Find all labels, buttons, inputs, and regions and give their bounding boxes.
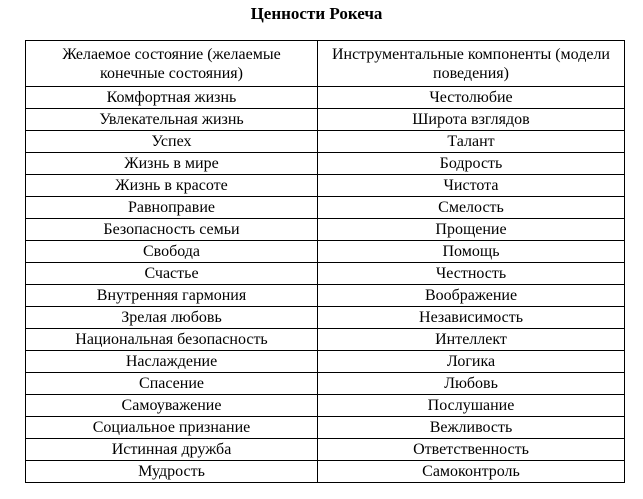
instrumental-value-cell: Независимость bbox=[318, 307, 625, 329]
terminal-value-cell: Свобода bbox=[26, 241, 318, 263]
instrumental-value-cell: Честолюбие bbox=[318, 87, 625, 109]
page-title: Ценности Рокеча bbox=[250, 4, 383, 23]
instrumental-value-cell: Самоконтроль bbox=[318, 461, 625, 483]
instrumental-value-cell: Вежливость bbox=[318, 417, 625, 439]
terminal-value-cell: Комфортная жизнь bbox=[26, 87, 318, 109]
instrumental-value-cell: Честность bbox=[318, 263, 625, 285]
rokeach-values-table bbox=[25, 40, 625, 483]
terminal-value-cell: Успех bbox=[26, 131, 318, 153]
table-row bbox=[26, 197, 625, 219]
terminal-value-cell: Жизнь в красоте bbox=[26, 175, 318, 197]
instrumental-value-cell: Интеллект bbox=[318, 329, 625, 351]
terminal-value-cell: Спасение bbox=[26, 373, 318, 395]
table-row bbox=[26, 263, 625, 285]
table-row bbox=[26, 307, 625, 329]
header-terminal-values: Желаемое состояние (желаемые конечные состояния) bbox=[26, 41, 318, 87]
instrumental-value-cell: Талант bbox=[318, 131, 625, 153]
instrumental-value-cell: Помощь bbox=[318, 241, 625, 263]
table-row bbox=[26, 285, 625, 307]
instrumental-value-cell: Прощение bbox=[318, 219, 625, 241]
table-row bbox=[26, 395, 625, 417]
table-row bbox=[26, 351, 625, 373]
terminal-value-cell: Зрелая любовь bbox=[26, 307, 318, 329]
table-row bbox=[26, 87, 625, 109]
table-row bbox=[26, 219, 625, 241]
table-row bbox=[26, 417, 625, 439]
table-row bbox=[26, 373, 625, 395]
instrumental-value-cell: Послушание bbox=[318, 395, 625, 417]
terminal-value-cell: Наслаждение bbox=[26, 351, 318, 373]
table-row bbox=[26, 175, 625, 197]
terminal-value-cell: Равноправие bbox=[26, 197, 318, 219]
table-row bbox=[26, 461, 625, 483]
terminal-value-cell: Национальная безопасность bbox=[26, 329, 318, 351]
terminal-value-cell: Безопасность семьи bbox=[26, 219, 318, 241]
terminal-value-cell: Жизнь в мире bbox=[26, 153, 318, 175]
table-row bbox=[26, 439, 625, 461]
instrumental-value-cell: Бодрость bbox=[318, 153, 625, 175]
instrumental-value-cell: Чистота bbox=[318, 175, 625, 197]
table-row bbox=[26, 329, 625, 351]
terminal-value-cell: Истинная дружба bbox=[26, 439, 318, 461]
instrumental-value-cell: Любовь bbox=[318, 373, 625, 395]
instrumental-value-cell: Широта взглядов bbox=[318, 109, 625, 131]
terminal-value-cell: Счастье bbox=[26, 263, 318, 285]
terminal-value-cell: Мудрость bbox=[26, 461, 318, 483]
table-row bbox=[26, 241, 625, 263]
header-instrumental-values: Инструментальные компоненты (модели поведения) bbox=[318, 41, 625, 87]
instrumental-value-cell: Воображение bbox=[318, 285, 625, 307]
terminal-value-cell: Самоуважение bbox=[26, 395, 318, 417]
table-row bbox=[26, 153, 625, 175]
instrumental-value-cell: Ответственность bbox=[318, 439, 625, 461]
terminal-value-cell: Социальное признание bbox=[26, 417, 318, 439]
terminal-value-cell: Внутренняя гармония bbox=[26, 285, 318, 307]
instrumental-value-cell: Смелость bbox=[318, 197, 625, 219]
table-row bbox=[26, 109, 625, 131]
instrumental-value-cell: Логика bbox=[318, 351, 625, 373]
table-row bbox=[26, 131, 625, 153]
table-header-row bbox=[26, 41, 625, 87]
terminal-value-cell: Увлекательная жизнь bbox=[26, 109, 318, 131]
